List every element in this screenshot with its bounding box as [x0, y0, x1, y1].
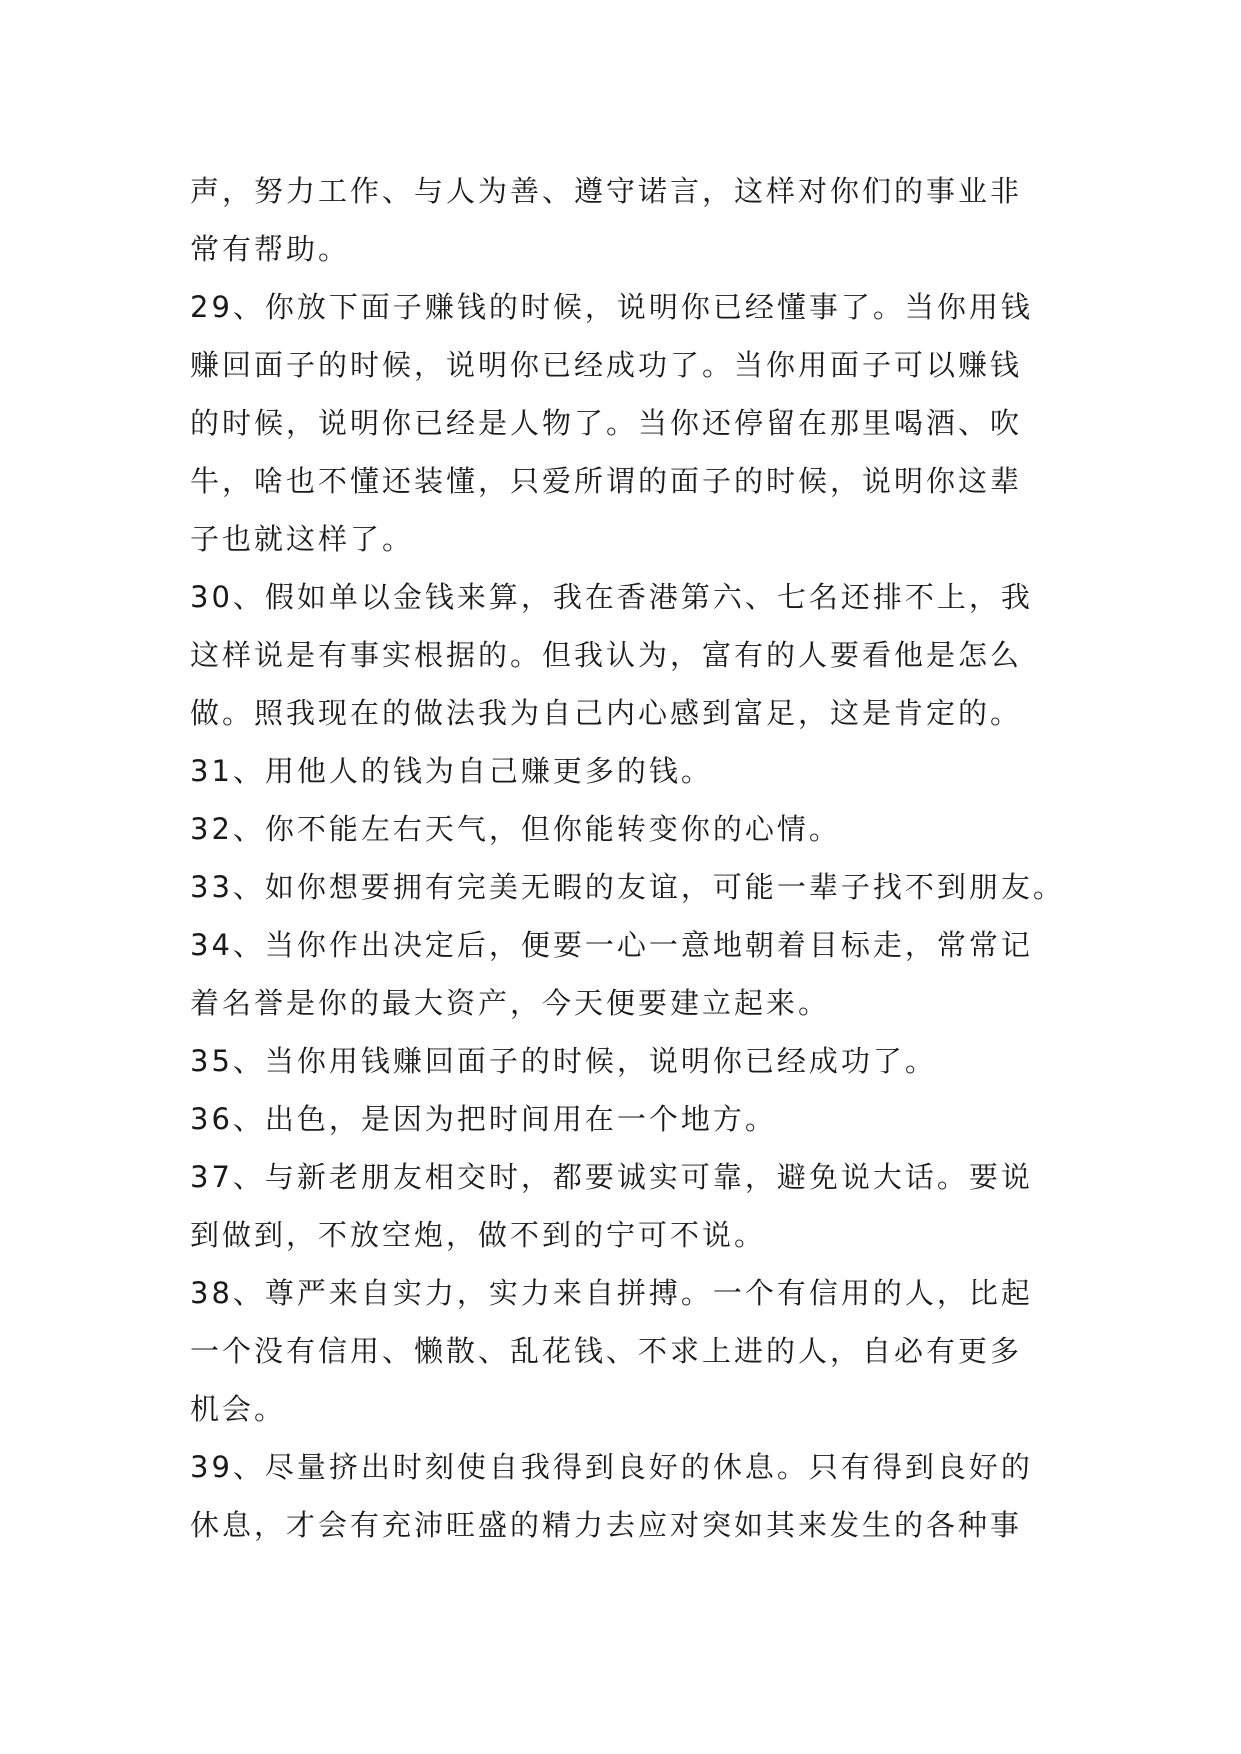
text-line: 34、当你作出决定后，便要一心一意地朝着目标走，常常记 [190, 928, 1033, 962]
text-line: 着名誉是你的最大资产，今天便要建立起来。 [190, 986, 831, 1020]
text-line: 一个没有信用、懒散、乱花钱、不求上进的人，自必有更多 [190, 1334, 1023, 1368]
text-line: 的时候，说明你已经是人物了。当你还停留在那里喝酒、吹 [190, 406, 1023, 440]
text-line: 牛，啥也不懂还装懂，只爱所谓的面子的时候，说明你这辈 [190, 464, 1023, 498]
text-line: 做。照我现在的做法我为自己内心感到富足，这是肯定的。 [190, 696, 1023, 730]
text-line: 39、尽量挤出时刻使自我得到良好的休息。只有得到良好的 [190, 1450, 1033, 1484]
text-line: 到做到，不放空炮，做不到的宁可不说。 [190, 1218, 767, 1252]
text-line: 32、你不能左右天气，但你能转变你的心情。 [190, 812, 841, 846]
text-line: 33、如你想要拥有完美无暇的友谊，可能一辈子找不到朋友。 [190, 870, 1065, 904]
text-line: 36、出色，是因为把时间用在一个地方。 [190, 1102, 777, 1136]
text-line: 30、假如单以金钱来算，我在香港第六、七名还排不上，我 [190, 580, 1033, 614]
text-line: 35、当你用钱赚回面子的时候，说明你已经成功了。 [190, 1044, 937, 1078]
text-line: 子也就这样了。 [190, 522, 415, 556]
text-line: 31、用他人的钱为自己赚更多的钱。 [190, 754, 713, 788]
text-line: 机会。 [190, 1392, 287, 1426]
text-line: 这样说是有事实根据的。但我认为，富有的人要看他是怎么 [190, 638, 1023, 672]
text-line: 37、与新老朋友相交时，都要诚实可靠，避免说大话。要说 [190, 1160, 1033, 1194]
document-body [190, 162, 1090, 1554]
text-line: 休息，才会有充沛旺盛的精力去应对突如其来发生的各种事 [190, 1508, 1023, 1542]
text-line: 声，努力工作、与人为善、遵守诺言，这样对你们的事业非 [190, 174, 1023, 208]
text-line: 38、尊严来自实力，实力来自拼搏。一个有信用的人，比起 [190, 1276, 1033, 1310]
text-line: 常有帮助。 [190, 232, 351, 266]
text-line: 29、你放下面子赚钱的时候，说明你已经懂事了。当你用钱 [190, 290, 1033, 324]
text-line: 赚回面子的时候，说明你已经成功了。当你用面子可以赚钱 [190, 348, 1023, 382]
